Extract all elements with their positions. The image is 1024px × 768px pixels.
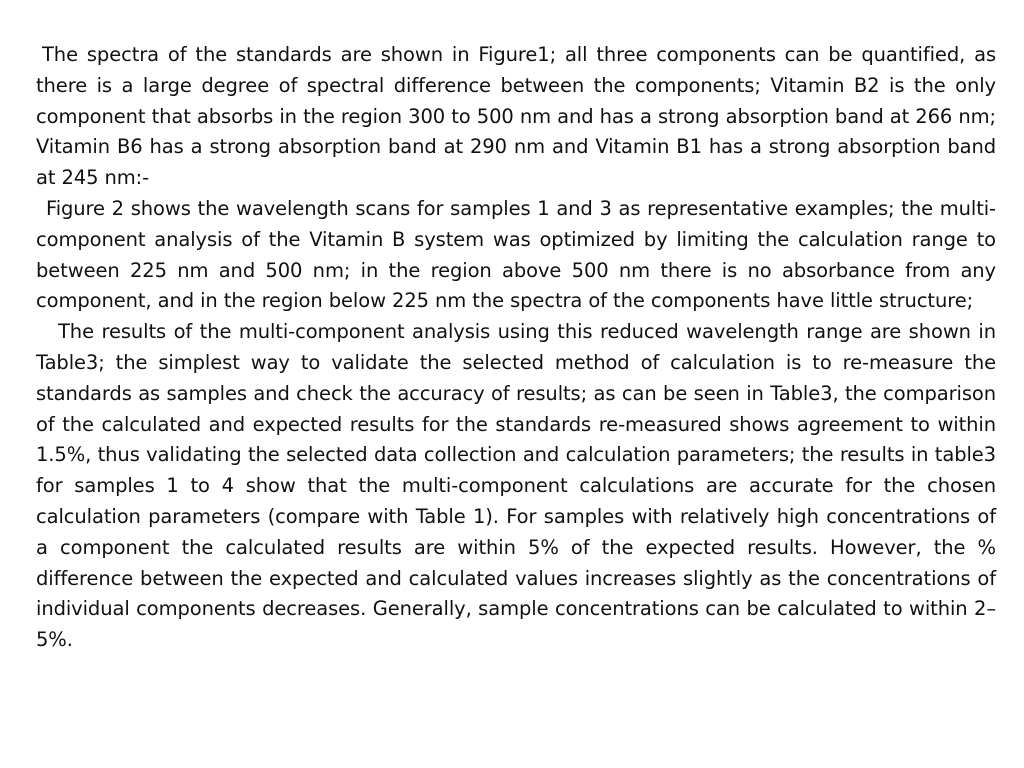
paragraph-wavelength-scans: Figure 2 shows the wavelength scans for samples 1 and 3 as representative examples; the multi-component analysis of the Vitamin B system was optimized by limiting the calculation range to between 225 nm and 500 nm; in the region above 500 nm there is no absorbance from any component, and in the region below 225 nm the spectra of the components have little structure; — [36, 196, 996, 313]
body-text — [36, 40, 996, 656]
paragraph-spectra-of-standards: The spectra of the standards are shown in Figure1; all three components can be quantified, as there is a large degree of spectral difference between the components; Vitamin B2 is the only component that absorbs in the region 300 to 500 nm and has a strong absorption band at 266 nm; Vitamin B6 has a strong absorption band at 290 nm and Vitamin B1 has a strong absorption band at 245 nm:- — [36, 43, 996, 190]
paragraph-results: The results of the multi-component analysis using this reduced wavelength range are shown in Table3; the simplest way to validate the selected method of calculation is to re-measure the standards as samples and check the accuracy of results; as can be seen in Table3, the comparison of the calculated and expected results for the standards re-measured shows agreement to within 1.5%, thus validating the selected data collection and calculation parameters; the results in table3 for samples 1 to 4 show that the multi-component calculations are accurate for the chosen calculation parameters (compare with Table 1). For samples with relatively high concentrations of a component the calculated results are within 5% of the expected results. However, the % difference between the expected and calculated values increases slightly as the concentrations of individual components decreases. Generally, sample concentrations can be calculated to within 2–5%. — [36, 320, 996, 652]
